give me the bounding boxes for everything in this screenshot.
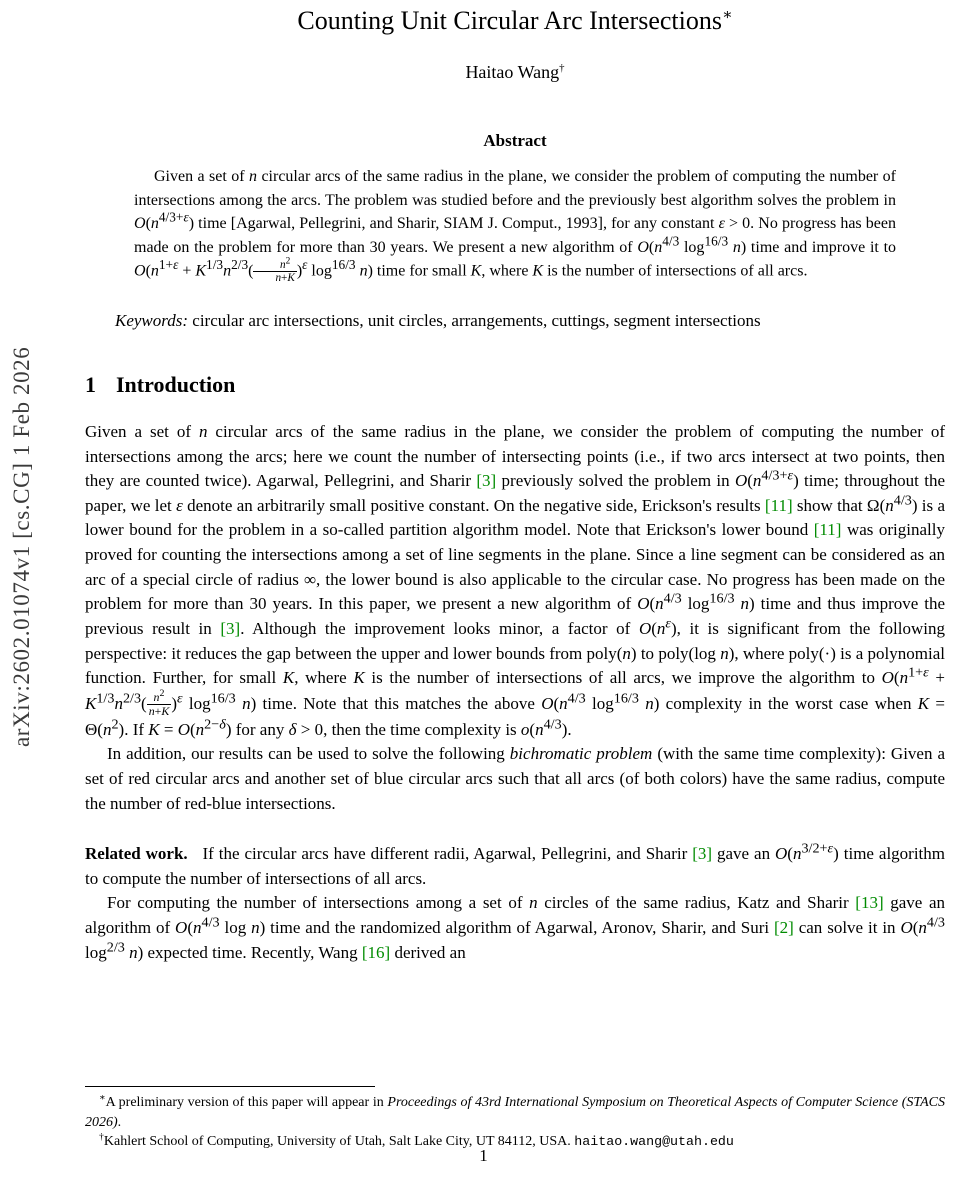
citation-16[interactable]: [16]	[361, 942, 391, 962]
paper-content	[85, 0, 945, 965]
page-number: 1	[479, 1146, 488, 1165]
section-title: Introduction	[116, 371, 236, 397]
body-paragraph: For computing the number of intersections among a set of n circles of the same radius, Katz and Sharir [13] gave an algorithm of $O(n^{4/3}$ log n) time and the randomized algorithm of Agarwal, Aronov, Sharir, and Suri [2] can solve it in $O(n^{4/3}$ $\log^{2/3} n$) expected time. Recently, Wang [16] derived an	[85, 893, 945, 962]
body-paragraph: In addition, our results can be used to solve the following bichromatic problem (with the same time complexity): Given a set of red circular arcs and another set of blue circular arcs such that all arcs (of both colors) have the same radius, compute the number of red-blue intersections.	[85, 744, 945, 813]
section-heading	[85, 372, 945, 398]
citation-11[interactable]: [11]	[813, 520, 842, 540]
citation-2[interactable]: [2]	[774, 918, 794, 938]
abstract-text: Given a set of n circular arcs of the same radius in the plane, we consider the problem of computing the number of intersections among the arcs. The problem was studied before and the previously best algorithm solves the problem in $O(n^{4/3+\varepsilon})$ time [Agarwal, Pellegrini, and Sharir, SIAM J. Comput., 1993], for any constant ε > 0. No progress has been made on the problem for more than 30 years. We present a new algorithm of $O(n^{4/3}$ $\log^{16/3} n$) time and improve it to $O(n^{1+\varepsilon} + K^{1/3}n^{2/3}$( $\frac{n^2}{n+K}$ )$^\varepsilon$ $\log^{16/3} n$) time for small K, where K is the number of intersections of all arcs.	[134, 168, 897, 285]
footnote-rule	[85, 1086, 375, 1087]
section-number: 1	[85, 371, 96, 397]
arxiv-stamp: arXiv:2602.01074v1 [cs.CG] 1 Feb 2026	[9, 346, 34, 748]
email-link[interactable]: haitao.wang@utah.edu	[574, 1134, 734, 1150]
footnote-affiliation: †Kahlert School of Computing, University of Utah, Salt Lake City, UT 84112, USA. haitao.wang@utah.edu	[99, 1131, 734, 1150]
body-paragraph: Given a set of n circular arcs of the same radius in the plane, we consider the problem of computing the number of intersections among the arcs; here we count the number of intersecting points (i.e., if two arcs intersect at two points, then they are counted twice). Agarwal, Pellegrini, and Sharir [3] previously solved the problem in $O(n^{4/3+\varepsilon})$ time; throughout the paper, we let ε denote an arbitrarily small positive constant. On the negative side, Erickson's results [11] show that $\Omega(n^{4/3})$ is a lower bound for the problem in a so-called partition algorithm model. Note that Erickson's lower bound [11] was originally proved for counting the intersections among a set of line segments in the plane. Since a line segment can be considered as an arc of a special circle of radius ∞, the lower bound is also applicable to the circular case. No progress has been made on the problem for more than 30 years. In this paper, we present a new algorithm of $O(n^{4/3}$ $\log^{16/3} n$) time and thus improve the previous result in [3]. Although the improvement looks minor, a factor of $O(n^\varepsilon)$, it is significant from the following perspective: it reduces the gap between the upper and lower bounds from poly(n) to poly(log n), where poly(·) is a polynomial function. Further, for small K, where K is the number of intersections of all arcs, we improve the algorithm to $O(n^{1+\varepsilon} + K^{1/3}n^{2/3}$( $\frac{n^2}{n+K}$ )$^\varepsilon$ $\log^{16/3} n$) time. Note that this matches the above $O(n^{4/3}$ $\log^{16/3} n$) complexity in the worst case when $K = \Theta(n^2)$. If $K = O(n^{2-\delta})$ for any δ > 0, then the time complexity is $o(n^{4/3})$.	[85, 421, 945, 739]
keywords-line: Keywords: circular arc intersections, unit circles, arrangements, cuttings, segment intersections	[115, 311, 761, 331]
citation-3[interactable]: [3]	[692, 844, 713, 864]
abstract-heading: Abstract	[483, 131, 547, 150]
footnote-preliminary: ∗A preliminary version of this paper will appear in Proceedings of 43rd International Symposium on Theoretical Aspects of Computer Science (STACS 2026).	[85, 1092, 945, 1130]
related-work-paragraph: Related work. If the circular arcs have different radii, Agarwal, Pellegrini, and Sharir [3] gave an $O(n^{3/2+\varepsilon})$ time algorithm to compute the number of intersections of all arcs.	[85, 840, 945, 888]
footnote-area	[85, 1086, 945, 1152]
author-line: Haitao Wang†	[465, 62, 565, 82]
paper-title: Counting Unit Circular Arc Intersections∗	[297, 6, 733, 35]
citation-3[interactable]: [3]	[476, 471, 497, 491]
citation-13[interactable]: [13]	[855, 893, 884, 913]
citation-11[interactable]: [11]	[764, 495, 793, 515]
citation-3[interactable]: [3]	[220, 619, 241, 639]
